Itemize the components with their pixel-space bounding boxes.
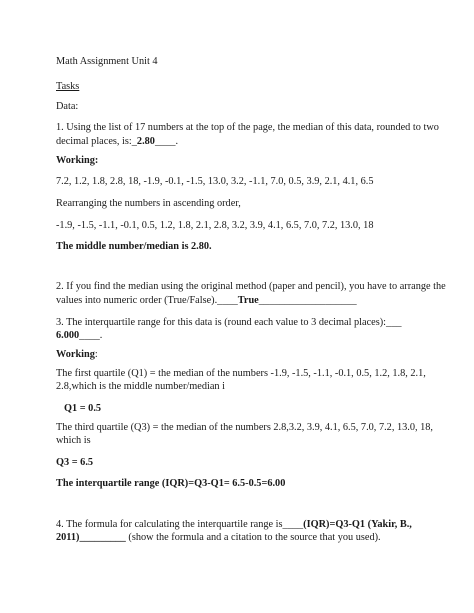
q3-working-colon: : — [94, 349, 98, 360]
q3-third-quartile-value: Q3 = 6.5 — [56, 457, 94, 468]
q2-answer: True — [237, 295, 259, 306]
q4-line-2 — [56, 532, 381, 544]
q4-line-2-suffix: (show the formula and a citation to the source that you used). — [125, 532, 381, 543]
q1-answer: 2.80 — [136, 136, 155, 147]
q1-line-2-suffix: ____. — [154, 136, 179, 147]
q3-iqr-result: The interquartile range (IQR)=Q3-Q1= 6.5-0.5=6.00 — [56, 478, 286, 489]
q2-line-2 — [56, 295, 357, 307]
q2-line-1: 2. If you find the median using the original method (paper and pencil), you have to arrange the — [56, 281, 446, 292]
q1-sorted-numbers: -1.9, -1.5, -1.1, -0.1, 0.5, 1.2, 1.8, 2.1, 2.8, 3.2, 3.9, 4.1, 6.5, 7.0, 7.2, 13.0, 18 — [56, 220, 374, 231]
q3-line-2 — [56, 330, 102, 342]
tasks-heading: Tasks — [56, 81, 80, 92]
q1-line-1: 1. Using the list of 17 numbers at the top of the page, the median of this data, rounded to two — [56, 122, 439, 133]
q3-line-1: 3. The interquartile range for this data is (round each value to 3 decimal places):___ — [56, 317, 402, 328]
q1-line-2 — [56, 136, 178, 148]
q4-answer-part-2: 2011) — [56, 532, 80, 543]
q3-working-label — [56, 349, 98, 361]
q1-numbers: 7.2, 1.2, 1.8, 2.8, 18, -1.9, -0.1, -1.5, 13.0, 3.2, -1.1, 7.0, 0.5, 3.9, 2.1, 4.1, 6.5 — [56, 176, 374, 187]
q3-first-quartile-value: Q1 = 0.5 — [64, 403, 102, 414]
q1-median-result: The middle number/median is 2.80. — [56, 241, 212, 252]
q3-first-quartile-line-2: 2.8,which is the middle number/median i — [56, 381, 226, 392]
q1-working-label: Working: — [56, 155, 99, 166]
document-title: Math Assignment Unit 4 — [56, 56, 158, 67]
q4-answer-blank: _________ — [79, 532, 126, 543]
q3-answer: 6.000 — [56, 330, 80, 341]
q2-line-2-suffix: ___________________ — [258, 295, 357, 306]
q1-line-2-prefix: decimal places, is:_ — [56, 136, 137, 147]
q4-line-1 — [56, 519, 412, 531]
q3-working-text: Working — [56, 349, 95, 360]
q3-third-quartile-line-1: The third quartile (Q3) = the median of the numbers 2.8,3.2, 3.9, 4.1, 6.5, 7.0, 7.2, 13.0, 18, — [56, 422, 434, 433]
q3-line-2-suffix: ____. — [79, 330, 103, 341]
q4-answer-part-1: (IQR)=Q3-Q1 (Yakir, B., — [303, 519, 412, 530]
q3-first-quartile-line-1: The first quartile (Q1) = the median of the numbers -1.9, -1.5, -1.1, -0.1, 0.5, 1.2, 1.8, 2.1, — [56, 368, 426, 379]
q2-line-2-prefix: values into numeric order (True/False).____ — [56, 295, 238, 306]
q3-third-quartile-line-2: which is — [56, 435, 91, 446]
q4-line-1-prefix: 4. The formula for calculating the interquartile range is____ — [56, 519, 304, 530]
q1-rearranging-label: Rearranging the numbers in ascending order, — [56, 198, 241, 209]
data-heading: Data: — [56, 101, 79, 112]
